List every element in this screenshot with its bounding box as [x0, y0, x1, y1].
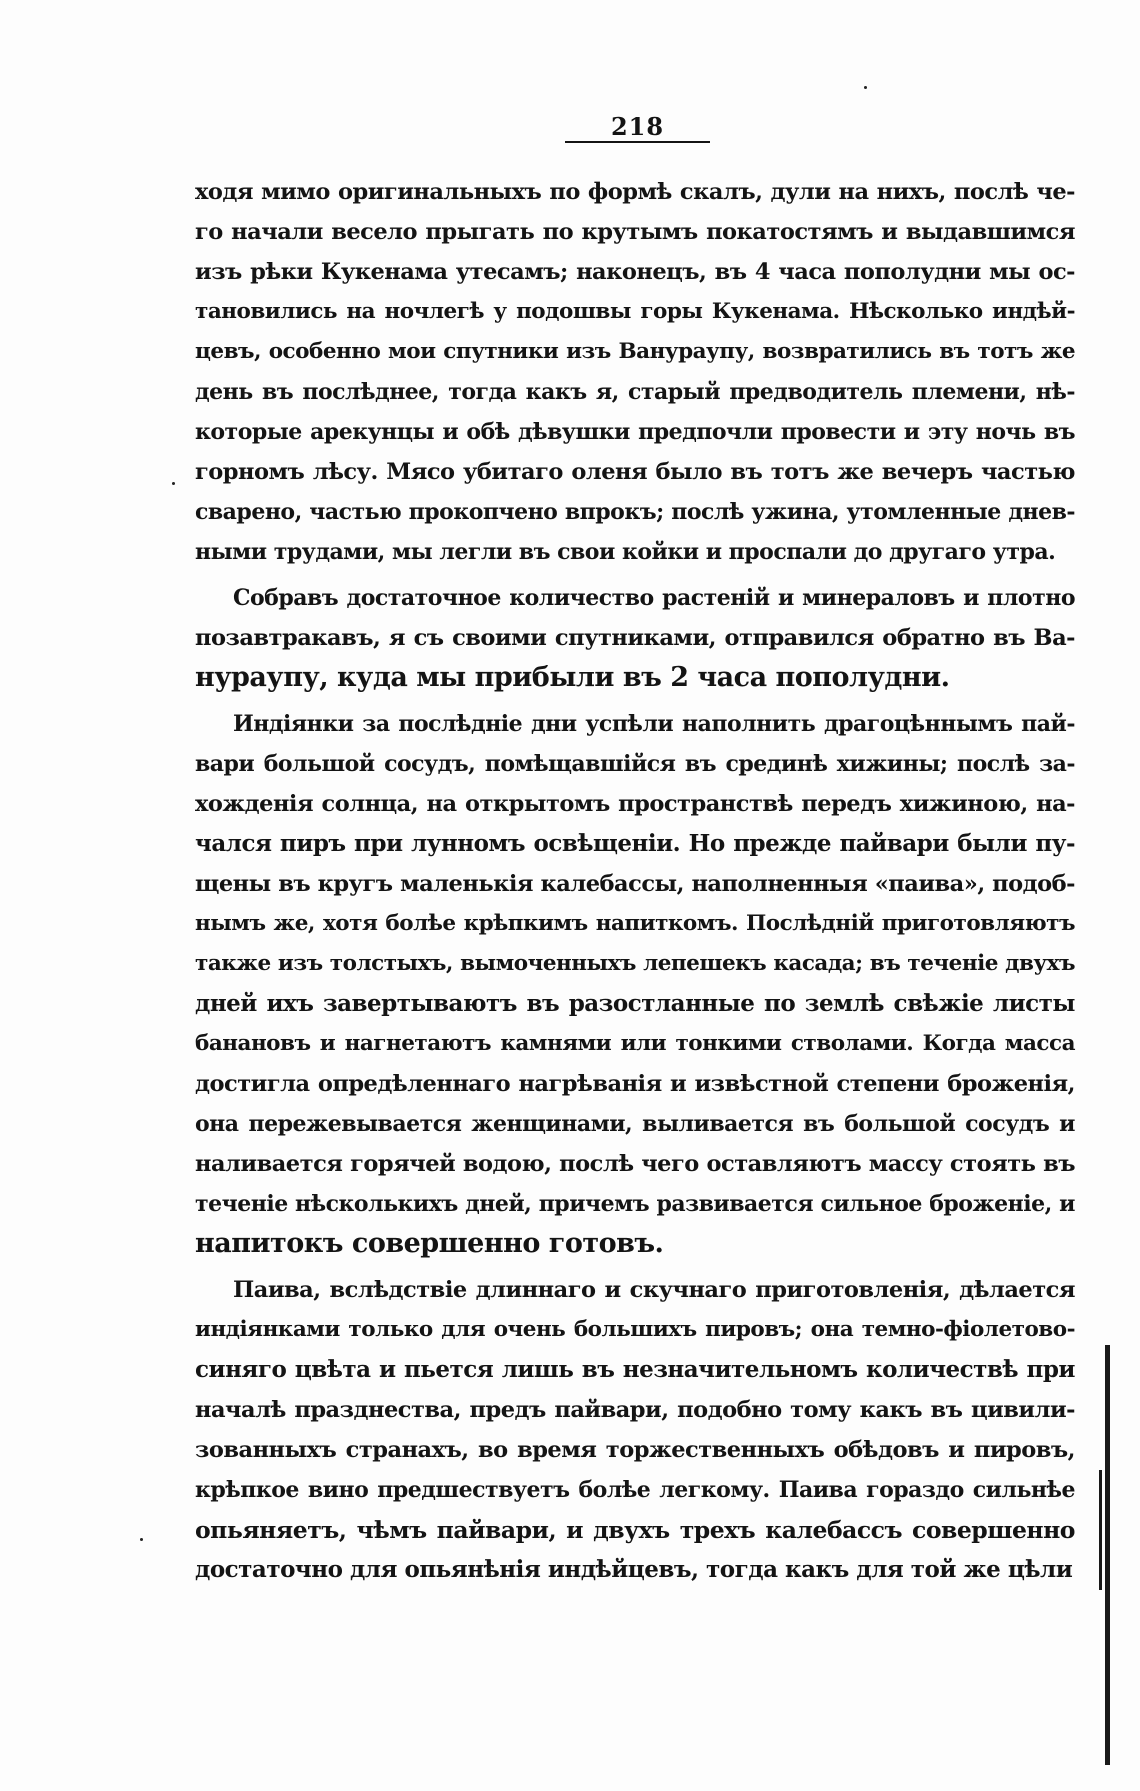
binding-edge-mark [1099, 1470, 1102, 1590]
text-line: индіянками только для очень большихъ пировъ; она темно-фіолетово- [195, 1317, 1075, 1342]
text-line: достаточно для опьянѣнія индѣйцевъ, тогда какъ для той же цѣли [195, 1556, 1073, 1583]
text-line: зованныхъ странахъ, во время торжественныхъ обѣдовъ и пировъ, [195, 1437, 1075, 1463]
text-line: позавтракавъ, я съ своими спутниками, отправился обратно въ Ва- [195, 625, 1075, 651]
text-line: напитокъ совершенно готовъ. [195, 1228, 664, 1259]
text-line: вари большой сосудъ, помѣщавшійся въ срединѣ хижины; послѣ за- [195, 751, 1075, 777]
scan-speck [172, 482, 175, 485]
text-line: наливается горячей водою, послѣ чего оставляютъ массу стоять въ [195, 1151, 1075, 1177]
scan-speck [140, 1538, 143, 1541]
text-line: ными трудами, мы легли въ свои койки и проспали до другаго утра. [195, 539, 1056, 565]
text-line: она пережевывается женщинами, выливается въ большой сосудъ и [195, 1111, 1075, 1137]
text-line: Паива, вслѣдствіе длиннаго и скучнаго приготовленія, дѣлается [233, 1277, 1075, 1303]
text-line: нымъ же, хотя болѣе крѣпкимъ напиткомъ. Послѣдній приготовляютъ [195, 911, 1075, 936]
text-line: синяго цвѣта и пьется лишь въ незначительномъ количествѣ при [195, 1356, 1075, 1383]
text-line: которые арекунцы и обѣ дѣвушки предпочли провести и эту ночь въ [195, 419, 1075, 445]
text-line: дней ихъ завертываютъ въ разостланные по землѣ свѣжіе листы [195, 990, 1075, 1017]
binding-edge-mark [1105, 1345, 1110, 1765]
text-line: го начали весело прыгать по крутымъ покатостямъ и выдавшимся [195, 219, 1075, 245]
text-line: теченіе нѣсколькихъ дней, причемъ развивается сильное броженіе, и [195, 1191, 1075, 1217]
text-line: ходя мимо оригинальныхъ по формѣ скалъ, дули на нихъ, послѣ че- [195, 179, 1075, 205]
text-line: Индіянки за послѣдніе дни успѣли наполнить драгоцѣннымъ пай- [233, 711, 1075, 737]
scan-speck [864, 86, 867, 89]
text-line: Собравъ достаточное количество растеній и минераловъ и плотно [233, 585, 1075, 611]
paragraph [195, 172, 1075, 572]
text-line: опьяняетъ, чѣмъ пайвари, и двухъ трехъ калебассъ совершенно [195, 1516, 1075, 1544]
paragraph [195, 578, 1075, 698]
text-line: изъ рѣки Кукенама утесамъ; наконецъ, въ 4 часа пополудни мы ос- [195, 259, 1075, 285]
text-line: нураупу, куда мы прибыли въ 2 часа пополудни. [195, 662, 950, 693]
text-line: щены въ кругъ маленькія калебассы, наполненныя «паива», подоб- [195, 871, 1075, 897]
text-line: цевъ, особенно мои спутники изъ Ванураупу, возвратились въ тотъ же [195, 339, 1075, 364]
text-line: достигла опредѣленнаго нагрѣванія и извѣстной степени броженія, [195, 1071, 1075, 1097]
text-line: тановились на ночлегѣ у подошвы горы Кукенама. Нѣсколько индѣй- [195, 299, 1075, 324]
text-line: крѣпкое вино предшествуетъ болѣе легкому. Паива гораздо сильнѣе [195, 1477, 1075, 1503]
text-line: горномъ лѣсу. Мясо убитаго оленя было въ тотъ же вечеръ частью [195, 459, 1075, 485]
paragraph [195, 1270, 1075, 1590]
text-line: также изъ толстыхъ, вымоченныхъ лепешекъ касада; въ теченіе двухъ [195, 951, 1075, 976]
text-line: сварено, частью прокопчено впрокъ; послѣ ужина, утомленные днев- [195, 499, 1075, 525]
text-line: чался пиръ при лунномъ освѣщеніи. Но прежде пайвари были пу- [195, 830, 1075, 857]
page-number: 218 [610, 112, 665, 141]
page-number-rule [565, 141, 710, 143]
paragraph [195, 704, 1075, 1264]
text-line: хожденія солнца, на открытомъ пространствѣ передъ хижиною, на- [195, 791, 1075, 817]
text-line: банановъ и нагнетаютъ камнями или тонкими стволами. Когда масса [195, 1031, 1075, 1056]
text-line: началѣ празднества, предъ пайвари, подобно тому какъ въ цивили- [195, 1397, 1075, 1423]
body-text [195, 172, 1075, 1590]
text-line: день въ послѣднее, тогда какъ я, старый предводитель племени, нѣ- [195, 379, 1075, 405]
